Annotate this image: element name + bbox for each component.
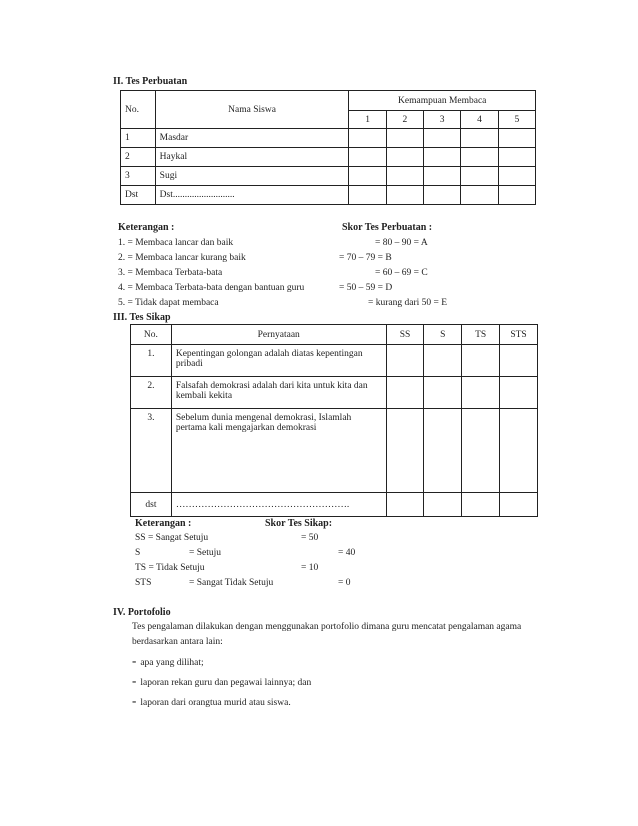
score-cell[interactable] [349, 129, 386, 148]
list-item-text: laporan dari orangtua murid atau siswa. [140, 698, 291, 708]
statement-line: Sebelum dunia mengenal demokrasi, Islamlah [175, 413, 352, 423]
row-name: Dst.......................... [155, 186, 349, 205]
score-col-header: 1 [349, 111, 386, 129]
table-row [131, 377, 538, 409]
section-heading-portofolio: IV. Portofolio [113, 607, 171, 618]
note-item: 4. = Membaca Terbata-bata dengan bantuan guru [118, 283, 305, 293]
table-row [121, 148, 536, 167]
row-name: Sugi [155, 167, 349, 186]
table-row [121, 186, 536, 205]
row-statement [171, 409, 386, 493]
statement-line: pribadi [175, 359, 203, 369]
row-name: Masdar [155, 129, 349, 148]
score-col-header: 5 [498, 111, 535, 129]
row-statement [171, 345, 386, 377]
col-header-name: Nama Siswa [155, 91, 349, 129]
score-label: Skor Tes Sikap: [265, 518, 333, 529]
legend-score: = 40 [338, 548, 356, 558]
list-item-text: apa yang dilihat; [140, 658, 204, 668]
score-cell[interactable] [498, 186, 535, 205]
row-statement: ………………………………………………. [171, 493, 386, 517]
score-cell[interactable] [424, 129, 461, 148]
score-value: = 60 – 69 = C [375, 268, 428, 278]
row-no: 2 [121, 148, 156, 167]
legend-code: STS [135, 578, 152, 588]
score-cell[interactable] [386, 129, 423, 148]
score-cell[interactable] [386, 167, 423, 186]
answer-cell[interactable] [386, 409, 424, 493]
answer-cell[interactable] [424, 345, 462, 377]
score-cell[interactable] [386, 186, 423, 205]
col-header-s: S [424, 325, 462, 345]
answer-cell[interactable] [386, 493, 424, 517]
bullet-dash: - [132, 693, 137, 708]
score-cell[interactable] [424, 148, 461, 167]
score-value: = kurang dari 50 = E [368, 298, 448, 308]
row-no: 1. [131, 345, 172, 377]
answer-cell[interactable] [500, 377, 538, 409]
row-statement [171, 377, 386, 409]
list-item [132, 673, 311, 689]
statement-line: Falsafah demokrasi adalah dari kita untuk kita dan [175, 381, 368, 391]
answer-cell[interactable] [500, 493, 538, 517]
col-header-ss: SS [386, 325, 424, 345]
score-col-header: 3 [424, 111, 461, 129]
table-row [131, 345, 538, 377]
row-no: 2. [131, 377, 172, 409]
table-row [121, 129, 536, 148]
score-value: = 80 – 90 = A [375, 238, 428, 248]
score-cell[interactable] [498, 148, 535, 167]
legend-score: = 10 [301, 563, 319, 573]
score-cell[interactable] [498, 129, 535, 148]
list-item [132, 693, 291, 709]
answer-cell[interactable] [462, 409, 500, 493]
answer-cell[interactable] [500, 345, 538, 377]
col-header-sts: STS [500, 325, 538, 345]
attitude-table [130, 324, 538, 517]
score-cell[interactable] [424, 186, 461, 205]
answer-cell[interactable] [462, 377, 500, 409]
answer-cell[interactable] [424, 377, 462, 409]
note-item: 3. = Membaca Terbata-bata [118, 268, 223, 278]
note-item: 2. = Membaca lancar kurang baik [118, 253, 246, 263]
score-cell[interactable] [386, 148, 423, 167]
row-name: Haykal [155, 148, 349, 167]
score-label: Skor Tes Perbuatan : [342, 222, 433, 233]
col-header-statement: Pernyataan [171, 325, 386, 345]
answer-cell[interactable] [462, 345, 500, 377]
score-col-header: 4 [461, 111, 498, 129]
bullet-dash: - [132, 653, 137, 668]
row-no: 3 [121, 167, 156, 186]
col-header-ts: TS [462, 325, 500, 345]
answer-cell[interactable] [386, 345, 424, 377]
list-item [132, 653, 204, 669]
score-cell[interactable] [349, 186, 386, 205]
table-row [121, 167, 536, 186]
bullet-dash: - [132, 673, 137, 688]
row-no: 3. [131, 409, 172, 493]
table-row [131, 493, 538, 517]
answer-cell[interactable] [424, 493, 462, 517]
col-header-no: No. [121, 91, 156, 129]
notes-label: Keterangan : [118, 222, 175, 233]
statement-line: kembali kekita [175, 391, 233, 401]
score-value: = 70 – 79 = B [339, 253, 392, 263]
legend-meaning: = Sangat Tidak Setuju [189, 578, 274, 588]
score-cell[interactable] [461, 167, 498, 186]
statement-line: pertama kali mengajarkan demokrasi [175, 423, 317, 433]
row-no: 1 [121, 129, 156, 148]
section-heading-tes-perbuatan: II. Tes Perbuatan [113, 76, 188, 87]
answer-cell[interactable] [500, 409, 538, 493]
score-cell[interactable] [461, 148, 498, 167]
row-no: dst [131, 493, 172, 517]
legend-code: TS = Tidak Setuju [135, 563, 205, 573]
section-heading-tes-sikap: III. Tes Sikap [113, 312, 171, 323]
answer-cell[interactable] [424, 409, 462, 493]
score-cell[interactable] [424, 167, 461, 186]
score-cell[interactable] [461, 186, 498, 205]
reading-score-table [120, 90, 536, 205]
legend-code: S [135, 548, 141, 558]
legend-code: SS = Sangat Setuju [135, 533, 209, 543]
col-header-group: Kemampuan Membaca [349, 91, 536, 111]
note-item: 1. = Membaca lancar dan baik [118, 238, 234, 248]
score-value: = 50 – 59 = D [339, 283, 393, 293]
answer-cell[interactable] [462, 493, 500, 517]
legend-meaning: = Setuju [189, 548, 222, 558]
table-row [131, 409, 538, 493]
list-item-text: laporan rekan guru dan pegawai lainnya; dan [140, 678, 312, 688]
legend-score: = 50 [301, 533, 319, 543]
col-header-no: No. [131, 325, 172, 345]
paragraph-line: Tes pengalaman dilakukan dengan menggunakan portofolio dimana guru mencatat pengalaman agama [132, 622, 522, 632]
paragraph-line: berdasarkan antara lain: [132, 637, 223, 647]
score-cell[interactable] [498, 167, 535, 186]
note-item: 5. = Tidak dapat membaca [118, 298, 219, 308]
answer-cell[interactable] [386, 377, 424, 409]
legend-score: = 0 [338, 578, 351, 588]
score-cell[interactable] [349, 148, 386, 167]
notes-label: Keterangan : [135, 518, 192, 529]
score-cell[interactable] [349, 167, 386, 186]
row-no: Dst [121, 186, 156, 205]
score-col-header: 2 [386, 111, 423, 129]
statement-line: Kepentingan golongan adalah diatas kepentingan [175, 349, 363, 359]
score-cell[interactable] [461, 129, 498, 148]
